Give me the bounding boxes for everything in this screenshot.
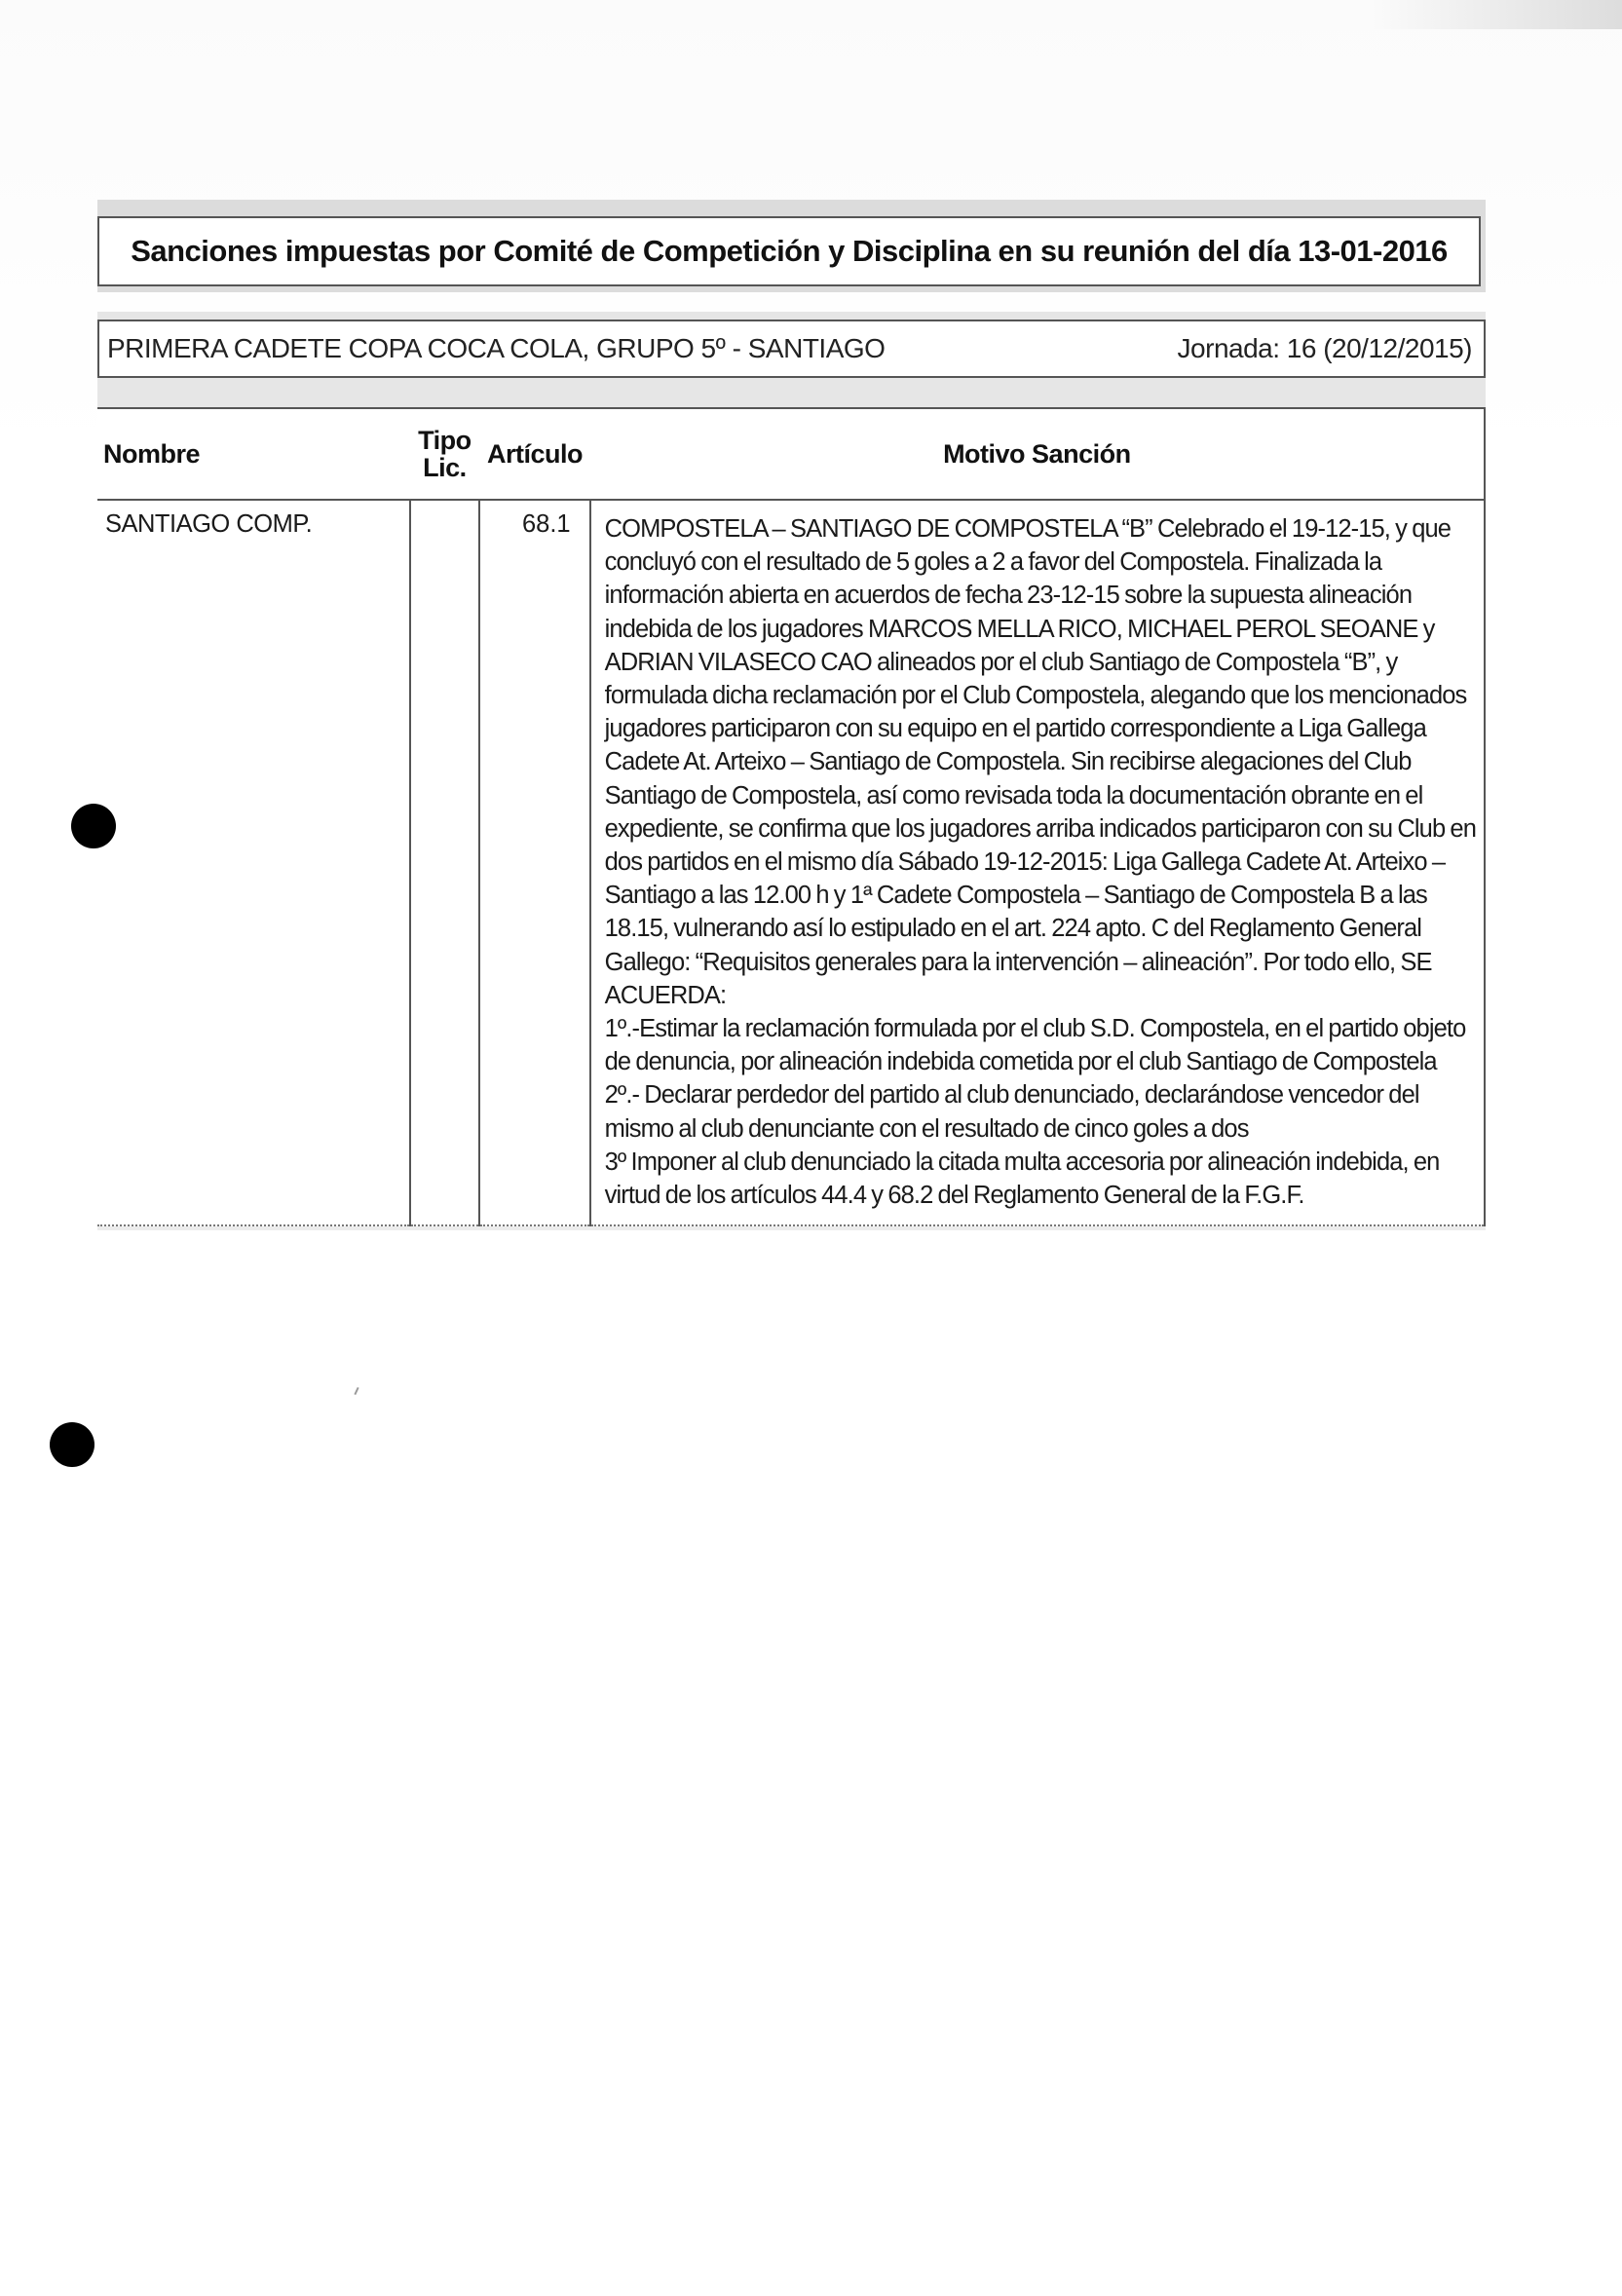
motivo-line: virtud de los artículos 44.4 y 68.2 del Reglamento General de la F.G.F. <box>604 1182 1304 1210</box>
competition-jornada: Jornada: 16 (20/12/2015) <box>1177 333 1472 363</box>
motivo-line: COMPOSTELA – SANTIAGO DE COMPOSTELA “B” Celebrado el 19-12-15, y que <box>604 515 1452 543</box>
motivo-line: 1º.-Estimar la reclamación formulada por el club S.D. Compostela, en el partido objeto <box>604 1015 1466 1043</box>
cell-tipo-lic <box>410 500 479 1225</box>
motivo-line: 2º.- Declarar perdedor del partido al club denunciado, declarándose vencedor del <box>604 1081 1419 1110</box>
column-header-lic: Lic. <box>423 453 467 482</box>
motivo-line: ACUERDA: <box>604 981 727 1009</box>
motivo-line: 3º Imponer al club denunciado la citada multa accesoria por alineación indebida, en <box>604 1148 1440 1176</box>
table-row <box>97 500 1485 1225</box>
motivo-line: concluyó con el resultado de 5 goles a 2 a favor del Compostela. Finalizada la <box>604 548 1382 577</box>
motivo-line: jugadores participaron con su equipo en el partido correspondiente a Liga Gallega <box>604 715 1426 743</box>
column-header-articulo: Artículo <box>479 408 590 500</box>
motivo-line: Santiago a las 12.00 h y 1ª Cadete Compostela – Santiago de Compostela B a las <box>604 882 1427 910</box>
motivo-line: 18.15, vulnerando así lo estipulado en el art. 224 apto. C del Reglamento General <box>604 915 1422 943</box>
motivo-line: Gallego: “Requisitos generales para la intervención – alineación”. Por todo ello, SE <box>604 948 1432 976</box>
motivo-line: de denuncia, por alineación indebida cometida por el club Santiago de Compostela <box>604 1048 1437 1076</box>
cell-articulo: 68.1 <box>479 500 590 1225</box>
sanctions-table <box>97 407 1486 1226</box>
column-header-nombre: Nombre <box>97 408 410 500</box>
motivo-line: dos partidos en el mismo día Sábado 19-12-2015: Liga Gallega Cadete At. Arteixo – <box>604 848 1446 877</box>
motivo-line: indebida de los jugadores MARCOS MELLA RICO, MICHAEL PEROL SEOANE y <box>604 615 1435 643</box>
title-box <box>97 216 1481 286</box>
page-title: Sanciones impuestas por Comité de Competición y Disciplina en su reunión del día 13-01-2016 <box>131 234 1448 268</box>
column-header-tipo: Tipo <box>418 426 472 455</box>
cell-nombre: SANTIAGO COMP. <box>97 500 410 1225</box>
scan-shadow <box>1369 0 1622 29</box>
punch-hole <box>71 804 116 848</box>
table-header-row <box>97 408 1485 500</box>
competition-header <box>97 320 1486 378</box>
motivo-line: ADRIAN VILASECO CAO alineados por el club Santiago de Compostela “B”, y <box>604 648 1398 676</box>
motivo-line: mismo al club denunciante con el resultado de cinco goles a dos <box>604 1114 1249 1143</box>
motivo-line: Santiago de Compostela, así como revisada toda la documentación obrante en el <box>604 781 1423 809</box>
punch-hole <box>50 1422 94 1467</box>
column-header-tipo-lic <box>410 408 479 500</box>
competition-name: PRIMERA CADETE COPA COCA COLA, GRUPO 5º - SANTIAGO <box>107 333 886 363</box>
motivo-line: Cadete At. Arteixo – Santiago de Compostela. Sin recibirse alegaciones del Club <box>604 748 1412 776</box>
cell-motivo <box>590 500 1485 1225</box>
motivo-line: expediente, se confirma que los jugadores arriba indicados participaron con su Club en <box>604 814 1476 843</box>
motivo-line: formulada dicha reclamación por el Club Compostela, alegando que los mencionados <box>604 682 1467 710</box>
motivo-line: información abierta en acuerdos de fecha 23-12-15 sobre la supuesta alineación <box>604 582 1413 610</box>
column-header-motivo: Motivo Sanción <box>590 408 1485 500</box>
